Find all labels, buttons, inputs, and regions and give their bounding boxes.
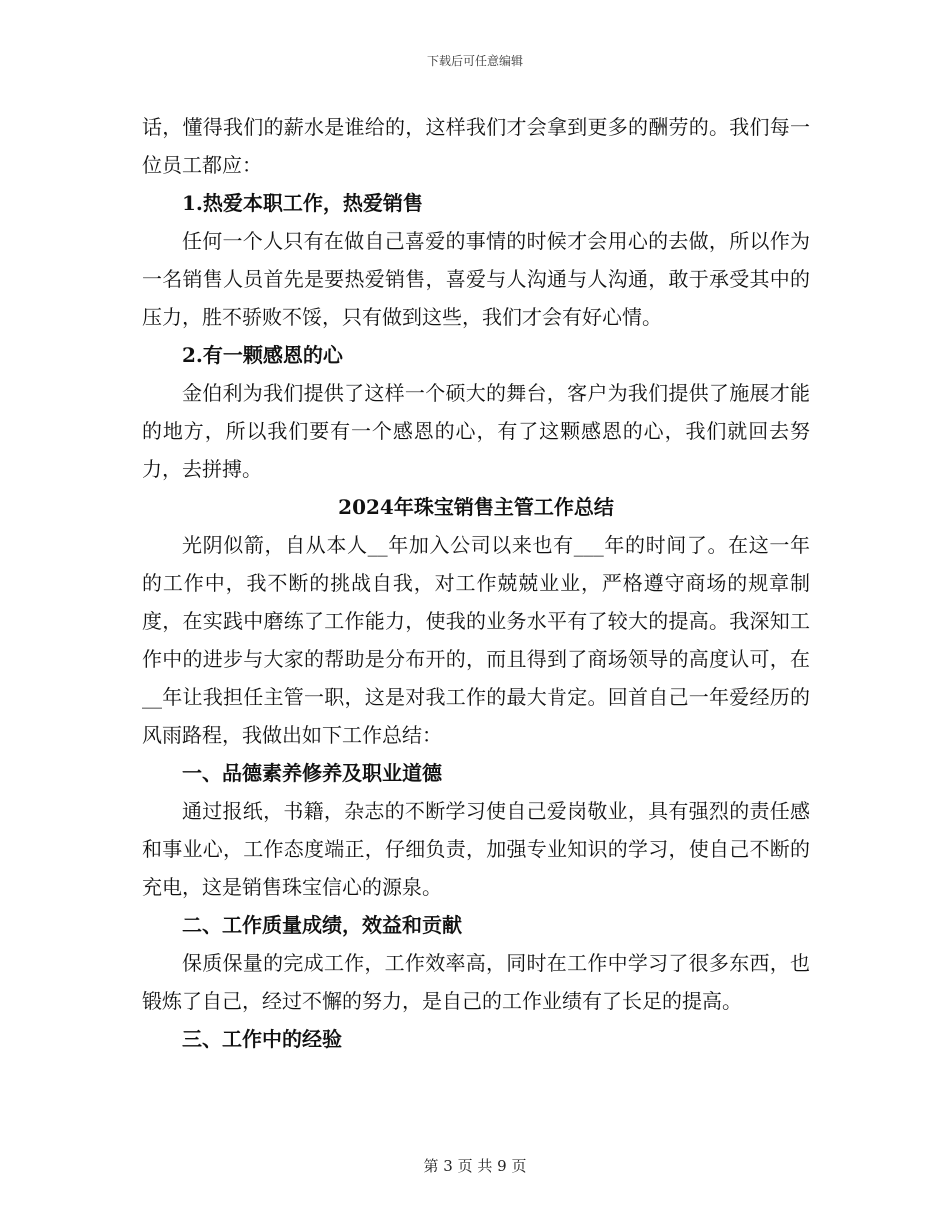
- section-heading-1: 1.热爱本职工作，热爱销售: [182, 191, 423, 215]
- section-heading-4: 二、工作质量成绩，效益和贡献: [182, 913, 462, 937]
- paragraph-2: 任何一个人只有在做自己喜爱的事情的时候才会用心的去做，所以作为一名销售人员首先是要热爱销售，喜爱与人沟通与人沟通，敢于承受其中的压力，胜不骄败不馁，只有做到这些，我们才会有好心情。: [142, 229, 810, 329]
- page-number: 第 3 页 共 9 页: [423, 1157, 527, 1175]
- paragraph-5: 通过报纸，书籍，杂志的不断学习使自己爱岗敬业，具有强烈的责任感和事业心，工作态度端正，仔细负责，加强专业知识的学习，使自己不断的充电，这是销售珠宝信心的源泉。: [142, 799, 810, 899]
- section-heading-2: 2.有一颗感恩的心: [182, 343, 343, 367]
- document-body: [142, 108, 810, 1058]
- paragraph-1: 话，懂得我们的薪水是谁给的，这样我们才会拿到更多的酬劳的。我们每一位员工都应：: [142, 115, 810, 177]
- page-header-note: 下载后可任意编辑: [426, 54, 523, 68]
- document-title: 2024年珠宝销售主管工作总结: [338, 495, 614, 519]
- paragraph-4: 光阴似箭，自从本人__年加入公司以来也有___年的时间了。在这一年的工作中，我不断的挑战自我，对工作兢兢业业，严格遵守商场的规章制度，在实践中磨练了工作能力，使我的业务水平有了较大的提高。我深知工作中的进步与大家的帮助是分布开的，而且得到了商场领导的高度认可，在__年让我担任主管一职，这是对我工作的最大肯定。回首自己一年爱经历的风雨路程，我做出如下工作总结：: [142, 533, 810, 747]
- section-heading-5: 三、工作中的经验: [182, 1027, 342, 1051]
- section-heading-3: 一、品德素养修养及职业道德: [182, 761, 442, 785]
- paragraph-6: 保质保量的完成工作，工作效率高，同时在工作中学习了很多东西，也锻炼了自己，经过不懈的努力，是自己的工作业绩有了长足的提高。: [142, 951, 810, 1013]
- paragraph-3: 金伯利为我们提供了这样一个硕大的舞台，客户为我们提供了施展才能的地方，所以我们要有一个感恩的心，有了这颗感恩的心，我们就回去努力，去拼搏。: [142, 381, 810, 481]
